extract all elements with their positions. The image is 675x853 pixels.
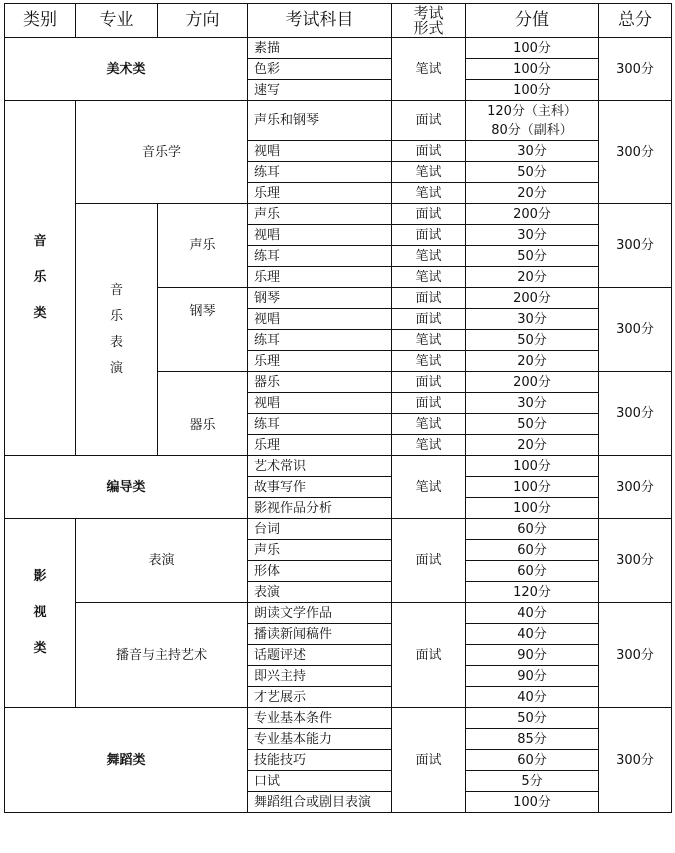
- header-exam-form-line1: 考试: [413, 3, 444, 22]
- subject-cell: 专业基本条件: [248, 708, 392, 729]
- header-exam-form: [392, 4, 466, 38]
- score-cell: 100分: [466, 80, 599, 101]
- score-cell: 40分: [466, 624, 599, 645]
- table-row: [5, 519, 672, 540]
- score-cell: 20分: [466, 267, 599, 288]
- category-directing: 编导类: [5, 456, 248, 519]
- exam-form-cell: 笔试: [392, 414, 466, 435]
- category-film: [5, 519, 76, 708]
- exam-form-cell: 面试: [392, 519, 466, 603]
- score-cell: 60分: [466, 561, 599, 582]
- exam-form-cell: 面试: [392, 204, 466, 225]
- score-cell: 200分: [466, 372, 599, 393]
- score-cell: 20分: [466, 435, 599, 456]
- exam-form-cell: 笔试: [392, 351, 466, 372]
- subject-cell: 乐理: [248, 183, 392, 204]
- score-cell: 60分: [466, 540, 599, 561]
- category-music: [5, 101, 76, 456]
- score-cell: 40分: [466, 603, 599, 624]
- exam-form-cell: 笔试: [392, 38, 466, 101]
- exam-form-cell: 笔试: [392, 456, 466, 519]
- score-cell: 60分: [466, 519, 599, 540]
- subject-cell: 乐理: [248, 435, 392, 456]
- category-art: 美术类: [5, 38, 248, 101]
- score-cell: 60分: [466, 750, 599, 771]
- major-musicology: 音乐学: [76, 101, 248, 204]
- subject-cell: 钢琴: [248, 288, 392, 309]
- subject-cell: 色彩: [248, 59, 392, 80]
- header-direction: 方向: [158, 4, 248, 38]
- score-cell: 50分: [466, 330, 599, 351]
- exam-form-cell: 面试: [392, 603, 466, 708]
- direction-instrumental: 器乐: [158, 372, 248, 456]
- score-cell: 100分: [466, 456, 599, 477]
- score-cell: 30分: [466, 393, 599, 414]
- subject-cell: 声乐: [248, 204, 392, 225]
- score-cell: 85分: [466, 729, 599, 750]
- total-cell: 300分: [599, 603, 672, 708]
- direction-vocal: 声乐: [158, 204, 248, 288]
- table-row: [5, 603, 672, 624]
- exam-form-cell: 面试: [392, 288, 466, 309]
- score-cell: 90分: [466, 666, 599, 687]
- score-cell: 30分: [466, 309, 599, 330]
- exam-form-cell: 笔试: [392, 330, 466, 351]
- subject-cell: 素描: [248, 38, 392, 59]
- header-category: 类别: [5, 4, 76, 38]
- major-broadcasting: 播音与主持艺术: [76, 603, 248, 708]
- exam-form-cell: 面试: [392, 101, 466, 141]
- exam-form-cell: 面试: [392, 372, 466, 393]
- subject-cell: 练耳: [248, 414, 392, 435]
- major-acting: 表演: [76, 519, 248, 603]
- subject-cell: 舞蹈组合或剧目表演: [248, 792, 392, 813]
- subject-cell: 才艺展示: [248, 687, 392, 708]
- subject-cell: 话题评述: [248, 645, 392, 666]
- score-cell: 20分: [466, 183, 599, 204]
- subject-cell: 技能技巧: [248, 750, 392, 771]
- score-cell: 200分: [466, 204, 599, 225]
- subject-cell: 台词: [248, 519, 392, 540]
- subject-cell: 乐理: [248, 267, 392, 288]
- score-cell: 30分: [466, 141, 599, 162]
- table-row: [5, 456, 672, 477]
- exam-subjects-table: [4, 3, 672, 813]
- subject-cell: 速写: [248, 80, 392, 101]
- header-major: 专业: [76, 4, 158, 38]
- category-music-label: 音乐类: [33, 234, 47, 321]
- exam-form-cell: 面试: [392, 225, 466, 246]
- subject-cell: 视唱: [248, 393, 392, 414]
- score-cell: 100分: [466, 59, 599, 80]
- subject-cell: 专业基本能力: [248, 729, 392, 750]
- exam-form-cell: 面试: [392, 708, 466, 813]
- exam-form-cell: 面试: [392, 141, 466, 162]
- total-cell: 300分: [599, 519, 672, 603]
- total-cell: 300分: [599, 204, 672, 288]
- subject-cell: 声乐和钢琴: [248, 101, 392, 141]
- score-cell: 40分: [466, 687, 599, 708]
- subject-cell: 表演: [248, 582, 392, 603]
- major-music-performance: [76, 204, 158, 456]
- exam-form-cell: 笔试: [392, 246, 466, 267]
- score-main: 120分（主科）: [487, 103, 577, 119]
- score-cell: 50分: [466, 708, 599, 729]
- table-row: [5, 101, 672, 141]
- subject-cell: 即兴主持: [248, 666, 392, 687]
- exam-form-cell: 笔试: [392, 183, 466, 204]
- subject-cell: 朗读文学作品: [248, 603, 392, 624]
- subject-cell: 乐理: [248, 351, 392, 372]
- category-dance: 舞蹈类: [5, 708, 248, 813]
- total-cell: 300分: [599, 288, 672, 372]
- header-score: 分值: [466, 4, 599, 38]
- score-cell: [466, 101, 599, 141]
- total-cell: 300分: [599, 372, 672, 456]
- score-cell: 100分: [466, 792, 599, 813]
- subject-cell: 艺术常识: [248, 456, 392, 477]
- score-cell: 20分: [466, 351, 599, 372]
- score-cell: 5分: [466, 771, 599, 792]
- total-cell: 300分: [599, 101, 672, 204]
- exam-form-cell: 面试: [392, 309, 466, 330]
- subject-cell: 练耳: [248, 246, 392, 267]
- subject-cell: 口试: [248, 771, 392, 792]
- total-cell: 300分: [599, 456, 672, 519]
- score-cell: 90分: [466, 645, 599, 666]
- exam-form-cell: 笔试: [392, 435, 466, 456]
- exam-form-cell: 笔试: [392, 267, 466, 288]
- score-cell: 120分: [466, 582, 599, 603]
- total-cell: 300分: [599, 38, 672, 101]
- subject-cell: 练耳: [248, 162, 392, 183]
- score-cell: 100分: [466, 38, 599, 59]
- subject-cell: 器乐: [248, 372, 392, 393]
- score-cell: 100分: [466, 498, 599, 519]
- subject-cell: 练耳: [248, 330, 392, 351]
- score-cell: 30分: [466, 225, 599, 246]
- exam-form-cell: 面试: [392, 393, 466, 414]
- score-cell: 50分: [466, 246, 599, 267]
- subject-cell: 播读新闻稿件: [248, 624, 392, 645]
- major-music-performance-label: 音乐表演: [109, 282, 123, 376]
- table-row: [5, 204, 672, 225]
- subject-cell: 影视作品分析: [248, 498, 392, 519]
- subject-cell: 视唱: [248, 309, 392, 330]
- subject-cell: 形体: [248, 561, 392, 582]
- table-row: [5, 38, 672, 59]
- exam-form-cell: 笔试: [392, 162, 466, 183]
- subject-cell: 视唱: [248, 141, 392, 162]
- subject-cell: 视唱: [248, 225, 392, 246]
- score-cell: 200分: [466, 288, 599, 309]
- score-cell: 50分: [466, 162, 599, 183]
- score-cell: 100分: [466, 477, 599, 498]
- category-film-label: 影视类: [33, 569, 47, 656]
- subject-cell: 故事写作: [248, 477, 392, 498]
- header-subject: 考试科目: [248, 4, 392, 38]
- header-exam-form-line2: 形式: [413, 18, 444, 37]
- header-row: [5, 4, 672, 38]
- score-secondary: 80分（副科）: [491, 122, 573, 138]
- total-cell: 300分: [599, 708, 672, 813]
- table-row: [5, 708, 672, 729]
- subject-cell: 声乐: [248, 540, 392, 561]
- score-cell: 50分: [466, 414, 599, 435]
- header-total: 总分: [599, 4, 672, 38]
- direction-piano: 钢琴: [158, 288, 248, 372]
